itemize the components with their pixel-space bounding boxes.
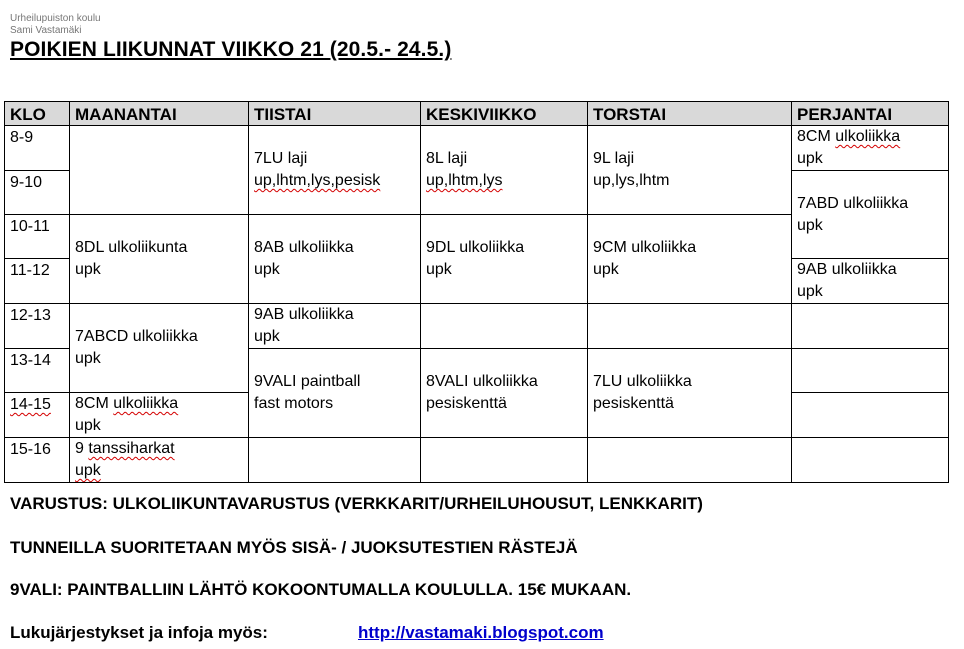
cell-text: 9CM ulkoliikka	[593, 239, 697, 256]
header-perjantai: PERJANTAI	[792, 102, 949, 126]
cell-text: up,lhtm,lys	[426, 172, 503, 189]
cell-text: upk	[593, 261, 619, 278]
schedule-cell-empty	[70, 126, 249, 215]
time-cell: 8-9	[5, 126, 70, 171]
cell-text: up,lhtm,lys,pesisk	[254, 172, 381, 189]
schedule-cell	[792, 126, 949, 171]
cell-text: tanssiharkat	[88, 440, 175, 457]
header-tiistai: TIISTAI	[249, 102, 421, 126]
schedule-cell-empty	[792, 393, 949, 438]
tests-note: TUNNEILLA SUORITETAAN MYÖS SISÄ- / JUOKSUTESTIEN RÄSTEJÄ	[10, 538, 578, 557]
cell-text: upk	[797, 283, 823, 300]
schedule-cell	[70, 215, 249, 304]
cell-text: upk	[426, 261, 452, 278]
table-row	[5, 304, 949, 349]
schedule-cell-empty	[792, 349, 949, 393]
time-cell: 13-14	[5, 349, 70, 393]
equipment-note: VARUSTUS: ULKOLIIKUNTAVARUSTUS (VERKKARIT/URHEILUHOUSUT, LENKKARIT)	[10, 494, 703, 513]
cell-text: 9 tanssiharkat	[75, 440, 175, 457]
cell-text: upk	[75, 261, 101, 278]
cell-text: 7ABCD ulkoliikka	[75, 328, 198, 345]
time-cell: 15-16	[5, 438, 70, 483]
cell-text: upk	[797, 216, 823, 234]
schedule-cell	[249, 215, 421, 304]
table-header-row	[5, 102, 949, 126]
schedule-cell-empty	[792, 438, 949, 483]
header-klo: KLO	[5, 102, 70, 126]
schedule-cell	[70, 438, 249, 483]
cell-text: 8CM ulkoliikka	[797, 128, 901, 145]
cell-text: 8VALI ulkoliikka	[426, 373, 538, 390]
schedule-cell-empty	[588, 304, 792, 349]
time-cell: 12-13	[5, 304, 70, 349]
cell-text: upk	[75, 350, 101, 367]
time-cell: 9-10	[5, 171, 70, 215]
cell-text: upk	[75, 417, 101, 434]
cell-text: 9AB ulkoliikka	[254, 306, 354, 323]
schedule-cell	[249, 126, 421, 215]
cell-text: 7LU ulkoliikka	[593, 373, 692, 390]
cell-text: 9DL ulkoliikka	[426, 239, 525, 256]
header-maanantai: MAANANTAI	[70, 102, 249, 126]
author-name: Sami Vastamäki	[10, 25, 82, 36]
schedule-cell	[421, 349, 588, 438]
schedule-table	[4, 101, 949, 483]
schedule-cell	[249, 304, 421, 349]
cell-text: 9L laji	[593, 150, 635, 167]
school-name: Urheilupuiston koulu	[10, 13, 101, 24]
schedule-cell-empty	[421, 304, 588, 349]
time-cell: 11-12	[5, 259, 70, 304]
schedule-cell-empty	[588, 438, 792, 483]
cell-text: ulkoliikka	[835, 128, 901, 145]
cell-text: upk	[254, 261, 280, 278]
schedule-cell	[588, 126, 792, 215]
schedule-cell	[588, 215, 792, 304]
header-keskiviikko: KESKIVIIKKO	[421, 102, 588, 126]
paintball-note: 9VALI: PAINTBALLIIN LÄHTÖ KOKOONTUMALLA KOULULLA. 15€ MUKAAN.	[10, 580, 632, 599]
table-row	[5, 438, 949, 483]
cell-text: 8AB ulkoliikka	[254, 239, 354, 256]
schedule-cell	[588, 349, 792, 438]
page-title: POIKIEN LIIKUNNAT VIIKKO 21 (20.5.- 24.5.)	[10, 38, 452, 61]
cell-text: 9AB ulkoliikka	[797, 261, 897, 278]
cell-text: pesiskenttä	[593, 395, 674, 412]
cell-text: 7ABD ulkoliikka	[797, 194, 909, 212]
cell-text: ulkoliikka	[113, 395, 179, 412]
time-cell	[5, 393, 70, 438]
cell-text: 9VALI paintball	[254, 373, 361, 390]
cell-text: pesiskenttä	[426, 395, 507, 412]
cell-text: upk	[797, 150, 823, 167]
cell-text: up,lys,lhtm	[593, 172, 670, 189]
cell-text: 7LU laji	[254, 150, 308, 167]
schedule-cell	[70, 393, 249, 438]
schedule-cell	[792, 259, 949, 304]
blog-link[interactable]: http://vastamaki.blogspot.com	[358, 623, 604, 642]
header-torstai: TORSTAI	[588, 102, 792, 126]
schedule-cell-empty	[792, 304, 949, 349]
cell-text: 8L laji	[426, 150, 468, 167]
cell-text: 8DL ulkoliikunta	[75, 239, 188, 256]
schedule-cell	[792, 171, 949, 259]
schedule-cell	[70, 304, 249, 393]
cell-text: upk	[254, 328, 280, 345]
cell-text: 8CM ulkoliikka	[75, 395, 179, 412]
table-row	[5, 126, 949, 171]
schedule-cell	[421, 126, 588, 215]
time-cell: 10-11	[5, 215, 70, 259]
cell-text: 14-15	[10, 396, 51, 413]
info-label: Lukujärjestykset ja infoja myös:	[10, 623, 268, 642]
schedule-cell	[421, 215, 588, 304]
schedule-cell	[249, 349, 421, 438]
cell-text: fast motors	[254, 395, 334, 412]
schedule-cell-empty	[249, 438, 421, 483]
cell-text: upk	[75, 462, 101, 479]
schedule-cell-empty	[421, 438, 588, 483]
